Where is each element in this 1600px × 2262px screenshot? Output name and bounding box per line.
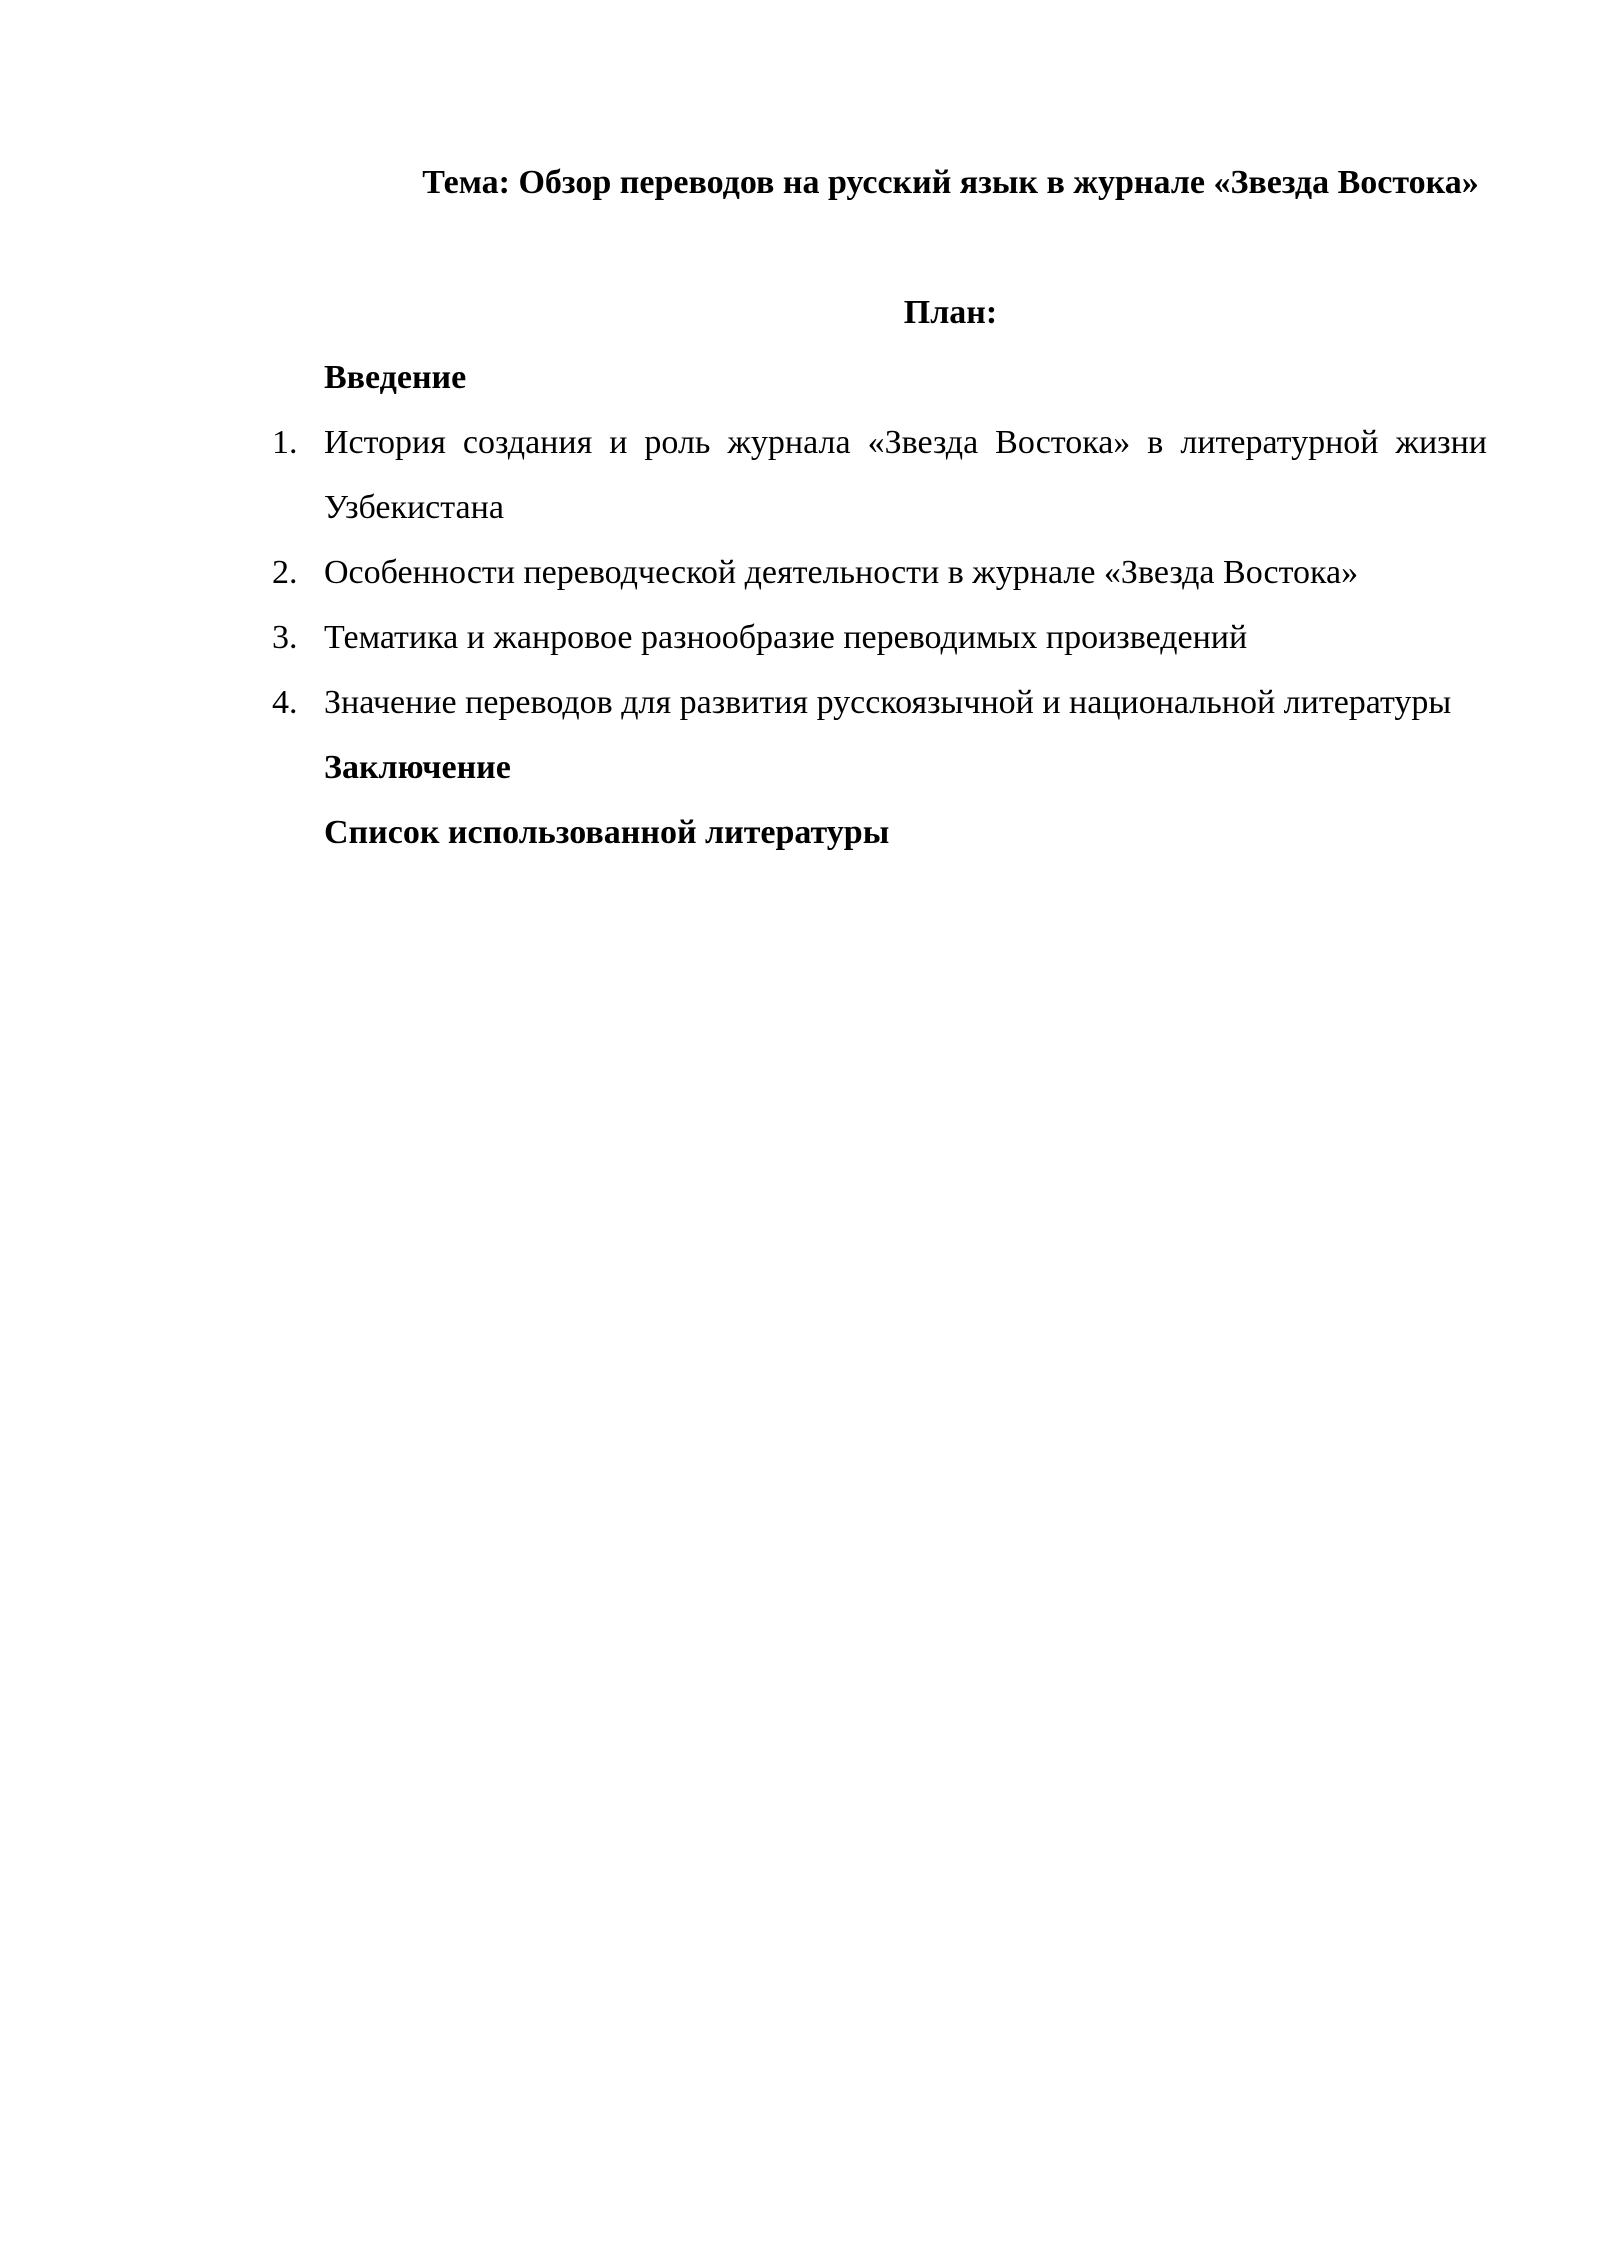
document-content	[272, 150, 1487, 865]
plan-item-number: 1.	[272, 424, 298, 461]
document-title: Тема: Обзор переводов на русский язык в журнале «Звезда Востока»	[422, 164, 1479, 201]
plan-item-number: 2.	[272, 554, 298, 591]
spacer	[324, 215, 1487, 280]
introduction-heading: Введение	[324, 359, 467, 396]
plan-item	[272, 540, 1487, 605]
plan-item-text: Значение переводов для развития русскоязычной и национальной литературы	[324, 684, 1452, 721]
conclusion-heading: Заключение	[324, 749, 511, 786]
plan-heading: План:	[903, 294, 998, 331]
plan-item	[272, 410, 1487, 540]
plan-item-number: 4.	[272, 684, 298, 721]
plan-item-text: Особенности переводческой деятельности в журнале «Звезда Востока»	[324, 554, 1359, 591]
plan-list	[272, 410, 1487, 735]
plan-item-text: Тематика и жанровое разнообразие переводимых произведений	[324, 619, 1248, 656]
plan-item-number: 3.	[272, 619, 298, 656]
plan-item	[272, 605, 1487, 670]
plan-item	[272, 670, 1487, 735]
plan-item-text: История создания и роль журнала «Звезда Востока» в литературной жизни Узбекистана	[324, 424, 1487, 526]
references-heading: Список использованной литературы	[324, 814, 890, 851]
